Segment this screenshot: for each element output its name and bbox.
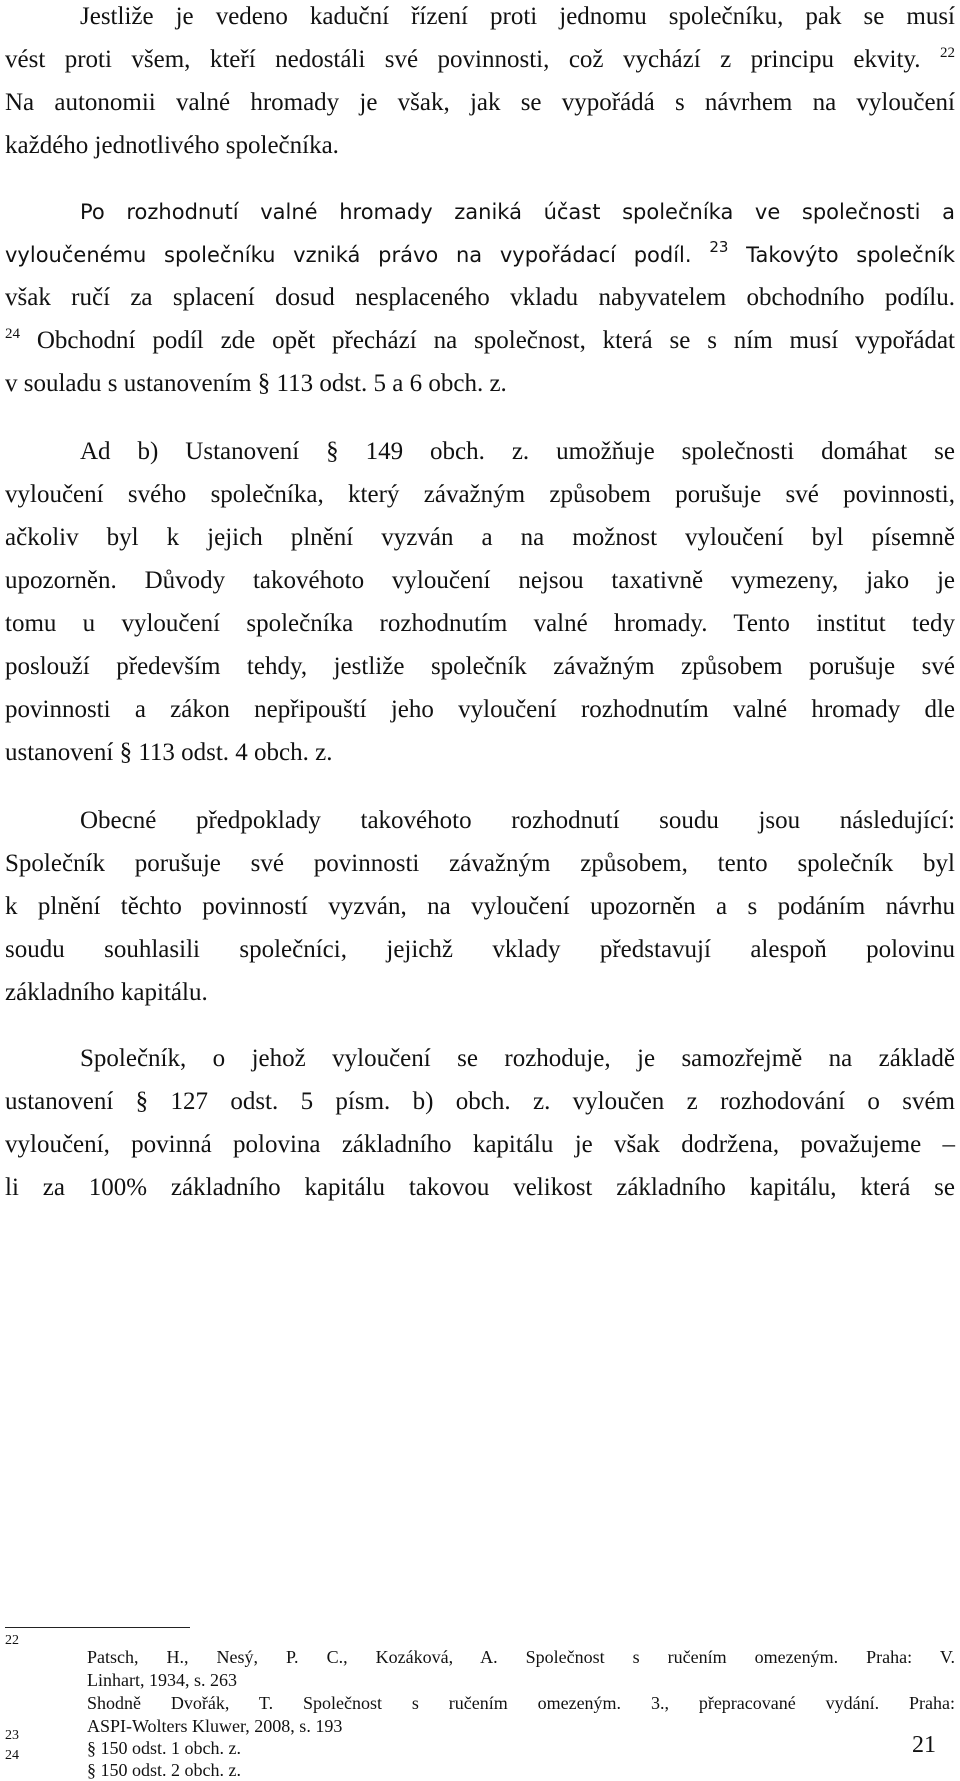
footnote-text: § 150 odst. 1 obch. z. — [87, 1738, 241, 1758]
paragraph-line: základního kapitálu. — [5, 979, 208, 1006]
paragraph-line: ustanovení § 127 odst. 5 písm. b) obch. z. vyloučen z rozhodování o svém — [5, 1088, 955, 1115]
footnote-number: 22 — [5, 1633, 19, 1648]
footnote-text: § 150 odst. 2 obch. z. — [87, 1760, 241, 1780]
footnote-text: ASPI-Wolters Kluwer, 2008, s. 193 — [87, 1716, 343, 1736]
paragraph-line: ustanovení § 113 odst. 4 obch. z. — [5, 739, 333, 766]
page-number: 21 — [912, 1732, 936, 1758]
paragraph-line: upozorněn. Důvody takovéhoto vyloučení nejsou taxativně vymezeny, jako je — [5, 567, 955, 594]
paragraph-line: vyloučení svého společníka, který závažným způsobem porušuje své povinnosti, — [5, 481, 955, 508]
footnote-ref: 22 — [940, 45, 955, 61]
paragraph-line: povinnosti a zákon nepřipouští jeho vyloučení rozhodnutím valné hromady dle — [5, 696, 955, 723]
footnote-number: 23 — [5, 1728, 19, 1743]
paragraph-line: li za 100% základního kapitálu takovou velikost základního kapitálu, která se — [5, 1174, 955, 1201]
paragraph-line: tomu u vyloučení společníka rozhodnutím valné hromady. Tento institut tedy — [5, 610, 955, 637]
paragraph-line: vyloučenému společníku vzniká právo na vypořádací podíl. $^{23}$ Takovýto společník — [5, 238, 956, 267]
paragraph-line: Obecné předpoklady takovéhoto rozhodnutí soudu jsou následující: — [80, 807, 955, 834]
paragraph-line: Po rozhodnutí valné hromady zaniká účast společníka ve společnosti a — [80, 200, 955, 224]
paragraph-line: Na autonomii valné hromady je však, jak se vypořádá s návrhem na vyloučení — [5, 89, 955, 116]
paragraph-line: však ručí za splacení dosud nesplaceného vkladu nabyvatelem obchodního podílu. — [5, 284, 955, 311]
paragraph-line: Ad b) Ustanovení § 149 obch. z. umožňuje společnosti domáhat se — [80, 438, 955, 465]
footnote-text: Linhart, 1934, s. 263 — [87, 1670, 237, 1690]
paragraph-line: $^{24}$ Obchodní podíl zde opět přechází na společnost, která se s ním musí vypořádat — [5, 326, 955, 354]
footnote-number: 24 — [5, 1748, 19, 1763]
paragraph-line: vést proti všem, kteří nedostáli své povinnosti, což vychází z principu ekvity. $^{22}$ — [5, 45, 955, 73]
footnote-text: Shodně Dvořák, T. Společnost s ručením omezeným. 3., přepracované vydání. Praha: — [87, 1693, 955, 1713]
paragraph-line: soudu souhlasili společníci, jejichž vklady představují alespoň polovinu — [5, 936, 955, 963]
footnote-ref: 24 — [5, 326, 20, 342]
paragraph-line: poslouží především tehdy, jestliže společník závažným způsobem porušuje své — [5, 653, 955, 680]
paragraph-line: Společník, o jehož vyloučení se rozhoduje, je samozřejmě na základě — [80, 1045, 955, 1072]
footnote-text: Patsch, H., Nesý, P. C., Kozáková, A. Společnost s ručením omezeným. Praha: V. — [87, 1647, 955, 1667]
paragraph-line: ačkoliv byl k jejich plnění vyzván a na možnost vyloučení byl písemně — [5, 524, 955, 551]
paragraph-line: Jestliže je vedeno kaduční řízení proti jednomu společníku, pak se musí — [80, 3, 955, 30]
paragraph-line: Společník porušuje své povinnosti závažným způsobem, tento společník byl — [5, 850, 955, 877]
paragraph-line: vyloučení, povinná polovina základního kapitálu je však dodržena, považujeme – — [5, 1131, 955, 1158]
paragraph-line: k plnění těchto povinností vyzván, na vyloučení upozorněn a s podáním návrhu — [5, 893, 955, 920]
paragraph-line: v souladu s ustanovením § 113 odst. 5 a 6 obch. z. — [5, 370, 507, 397]
paragraph-line: každého jednotlivého společníka. — [5, 132, 339, 159]
footnote-separator — [5, 1627, 190, 1628]
footnote-ref: 23 — [709, 238, 729, 256]
